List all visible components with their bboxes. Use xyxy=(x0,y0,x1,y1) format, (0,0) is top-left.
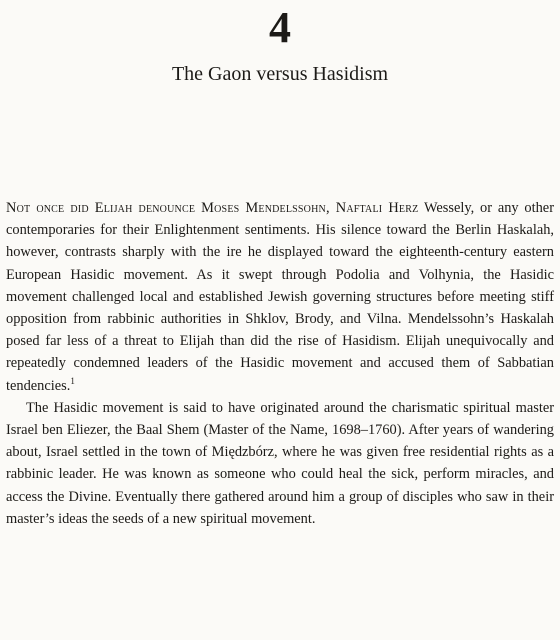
chapter-title: The Gaon versus Hasidism xyxy=(171,63,389,85)
small-caps-lead-in: Not once did Elijah denounce Moses Mendelssohn, Naftali Herz xyxy=(6,200,419,216)
footnote-reference[interactable]: 1 xyxy=(70,375,75,386)
paragraph-text: Wessely, or any other contemporaries for their Enlightenment sentiments. His silence toward the Berlin Haskalah, however, contrasts sharply with the ire he displayed toward the eighteenth-century eastern European Hasidic movement. As it swept through Podolia and Volhynia, the Hasidic movement challenged local and established Jewish governing structures before meeting stiff opposition from rabbinic authorities in Shklov, Brody, and Vilna. Mendelssohn’s Haskalah posed far less of a threat to Elijah than did the rise of Hasidism. Elijah unequivocally and repeatedly condemned leaders of the Hasidic movement and accused them of Sabbatian tendencies. xyxy=(6,200,554,394)
body-text xyxy=(6,197,554,530)
paragraph: The Hasidic movement is said to have originated around the charismatic spiritual master Israel ben Eliezer, the Baal Shem (Master of the Name, 1698–1760). After years of wandering about, Israel settled in the town of Międzbórz, where he was given free residential rights as a rabbinic leader. He was known as someone who could heal the sick, perform miracles, and access the Divine. Eventually there gathered around him a group of disciples who saw in their master’s ideas the seeds of a new spiritual movement. xyxy=(6,399,554,527)
chapter-number: 4 xyxy=(269,3,291,52)
paragraph xyxy=(6,197,554,397)
